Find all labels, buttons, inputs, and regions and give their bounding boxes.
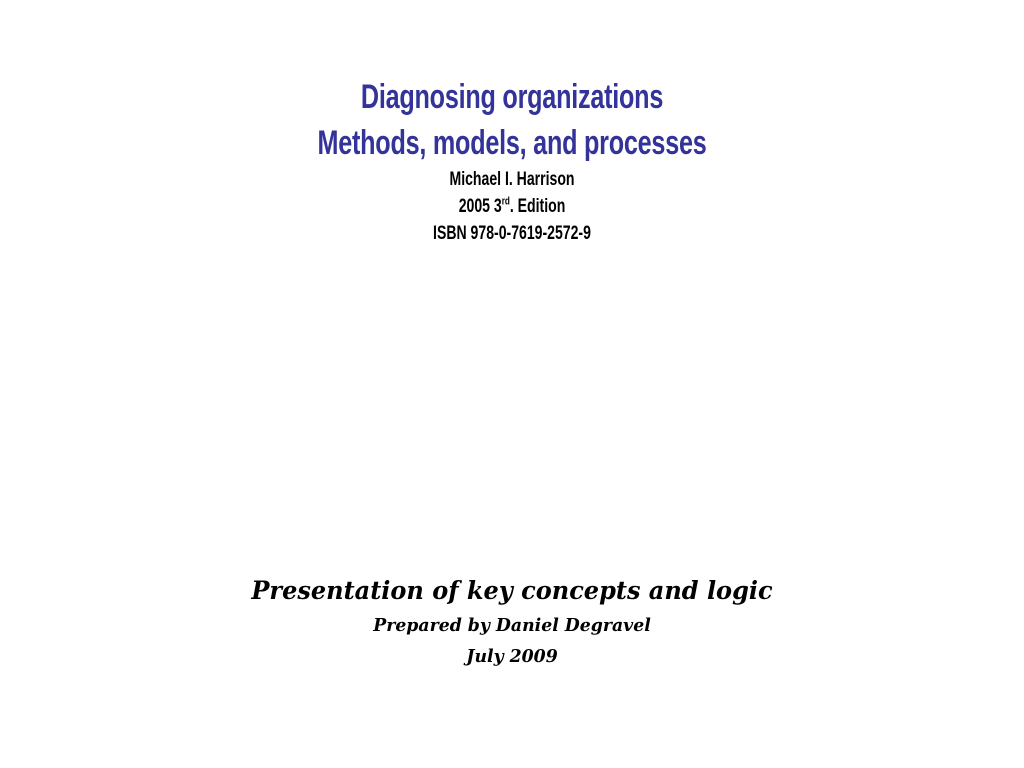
author-name: Michael I. Harrison xyxy=(449,169,575,190)
presentation-date: July 2009 xyxy=(466,646,558,667)
edition-line xyxy=(133,193,891,220)
book-subtitle: Methods, models, and processes xyxy=(317,124,707,162)
presentation-heading: Presentation of key concepts and logic xyxy=(251,576,773,605)
title-block xyxy=(0,74,1024,247)
edition-label: . Edition xyxy=(509,196,566,217)
presentation-block xyxy=(0,572,1024,672)
isbn-line: ISBN 978-0-7619-2572-9 xyxy=(433,223,591,244)
edition-ordinal: rd xyxy=(501,195,510,208)
prepared-by: Prepared by Daniel Degravel xyxy=(373,615,651,636)
book-title: Diagnosing organizations xyxy=(360,78,664,116)
edition-year: 2005 3 xyxy=(458,196,502,217)
